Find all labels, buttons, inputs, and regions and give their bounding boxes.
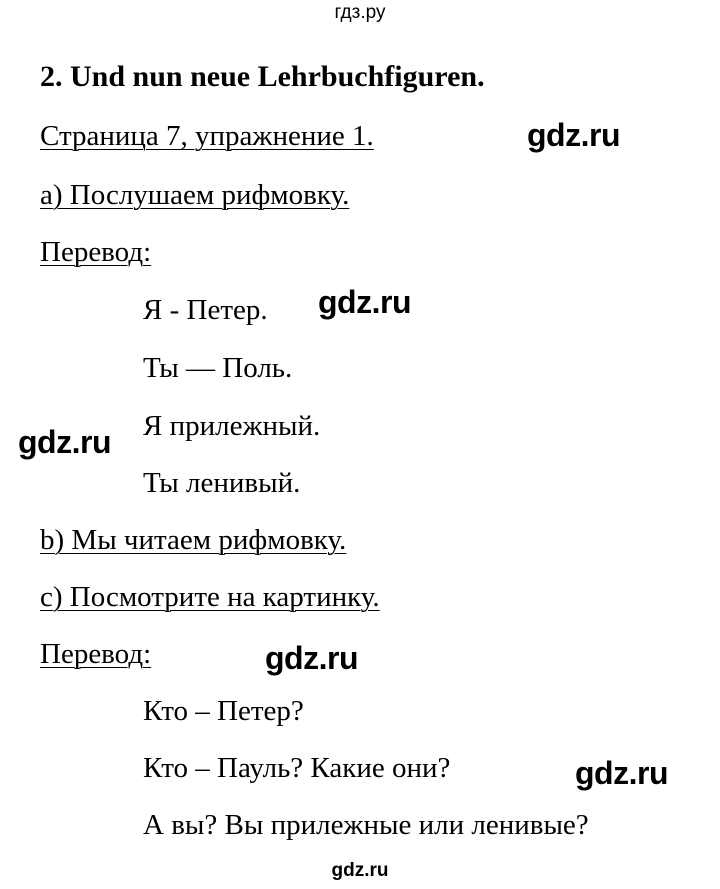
- watermark-5: gdz.ru: [575, 755, 668, 791]
- exercise-title: Страница 7, упражнение 1.: [40, 120, 374, 152]
- translation-label-1: Перевод:: [40, 236, 152, 268]
- rhyme-line-3: Я прилежный.: [143, 410, 321, 442]
- watermark-4: gdz.ru: [265, 640, 358, 676]
- rhyme-line-1: Я - Петер.: [143, 294, 268, 326]
- rhyme-line-4: Ты ленивый.: [143, 467, 301, 499]
- translation-label-2: Перевод:: [40, 638, 152, 670]
- watermark-3: gdz.ru: [18, 424, 111, 460]
- watermark-1: gdz.ru: [527, 117, 620, 153]
- section-heading: 2. Und nun neue Lehrbuchfiguren.: [40, 60, 485, 93]
- question-line-2: Кто – Пауль? Какие они?: [143, 752, 451, 784]
- site-header: гдз.ру: [334, 2, 386, 23]
- rhyme-line-2: Ты — Поль.: [143, 352, 293, 384]
- part-a-heading: а) Послушаем рифмовку.: [40, 179, 350, 211]
- site-footer: gdz.ru: [331, 860, 389, 881]
- watermark-2: gdz.ru: [318, 284, 411, 320]
- part-c-heading: с) Посмотрите на картинку.: [40, 581, 380, 613]
- part-b-heading: b) Мы читаем рифмовку.: [40, 524, 347, 556]
- question-line-1: Кто – Петер?: [143, 695, 304, 727]
- question-line-3: А вы? Вы прилежные или ленивые?: [143, 809, 589, 841]
